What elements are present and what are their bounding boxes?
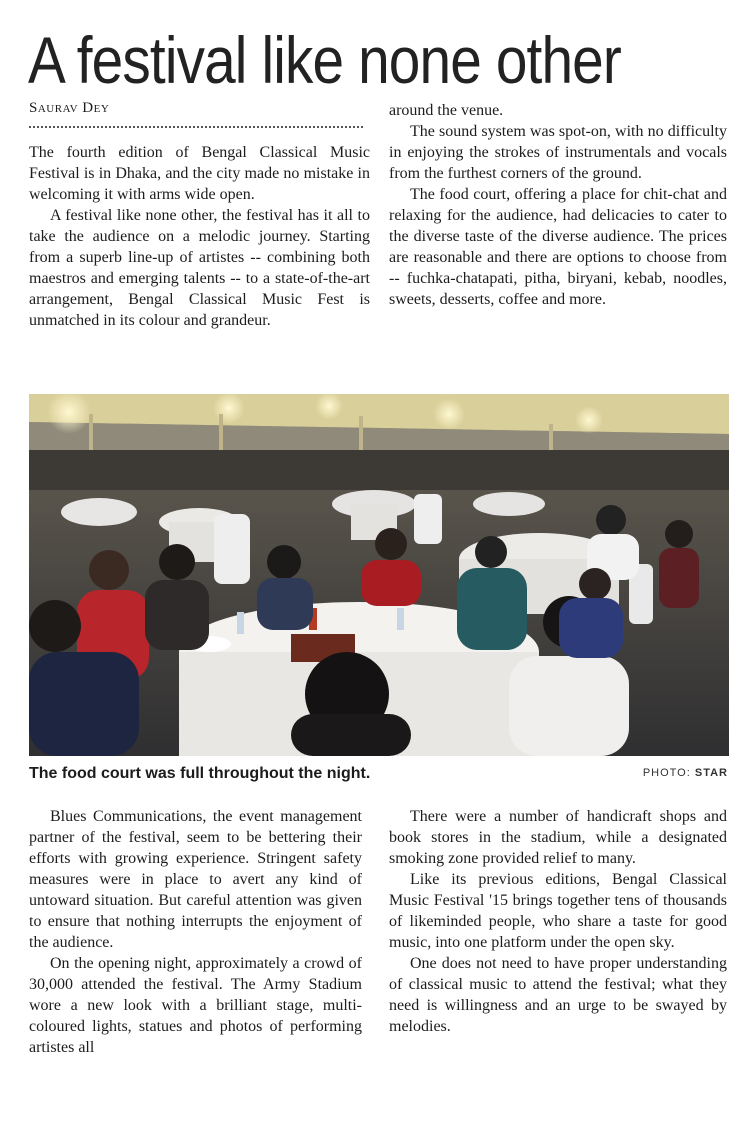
paragraph: Blues Communications, the event management partner of the festival, seem to be bettering their efforts with growing experience. Stringent safety measures were in place to avert any kind of untoward situation. But careful attention was given to ensure that nothing interrupts the enjoyment of the audience. — [29, 808, 362, 951]
paragraph: On the opening night, approximately a crowd of 30,000 attended the festival. The Army Stadium wore a new look with a brilliant stage, multi-coloured lights, statues and photos of performing artistes all — [29, 955, 362, 1056]
article-column-2 — [389, 100, 727, 310]
paragraph: The fourth edition of Bengal Classical Music Festival is in Dhaka, and the city made no mistake in welcoming it with arms wide open. — [29, 144, 370, 203]
article-column-3 — [29, 806, 362, 1058]
photo-illustration — [29, 394, 729, 756]
byline: Saurav Dey — [29, 100, 110, 116]
headline: A festival like none other — [28, 23, 621, 97]
paragraph: There were a number of handicraft shops and book stores in the stadium, while a designated smoking zone provided relief to many. — [389, 808, 727, 867]
photo-credit — [643, 767, 728, 779]
food-court-photo — [29, 394, 729, 756]
paragraph: Like its previous editions, Bengal Classical Music Festival '15 brings together tens of thousands of likeminded people, who share a taste for good music, into one platform under the open sky. — [389, 871, 727, 951]
paragraph: The sound system was spot-on, with no difficulty in enjoying the strokes of instrumentals and vocals from the furthest corners of the ground. — [389, 123, 727, 182]
byline-divider — [29, 126, 363, 128]
paragraph: A festival like none other, the festival has it all to take the audience on a melodic journey. Starting from a superb line-up of artistes -- combining both maestros and emerging talents -- to a state-of-the-art arrangement, Bengal Classical Music Fest is unmatched in its colour and grandeur. — [29, 207, 370, 329]
photo-credit-label: PHOTO: — [642, 767, 695, 779]
photo-credit-source: STAR — [694, 767, 728, 779]
paragraph: The food court, offering a place for chit-chat and relaxing for the audience, had delicacies to cater to the diverse taste of the diverse audience. The prices are reasonable and there are options to choose from -- fuchka-chatapati, pitha, biryani, kebab, noodles, sweets, desserts, coffee and more. — [389, 186, 727, 308]
paragraph: One does not need to have proper understanding of classical music to attend the festival; what they need is willingness and an urge to be swayed by melodies. — [389, 955, 727, 1035]
article-column-1 — [29, 142, 370, 331]
paragraph: around the venue. — [389, 102, 504, 119]
article-column-4 — [389, 806, 727, 1037]
photo-caption: The food court was full throughout the night. — [29, 765, 371, 782]
